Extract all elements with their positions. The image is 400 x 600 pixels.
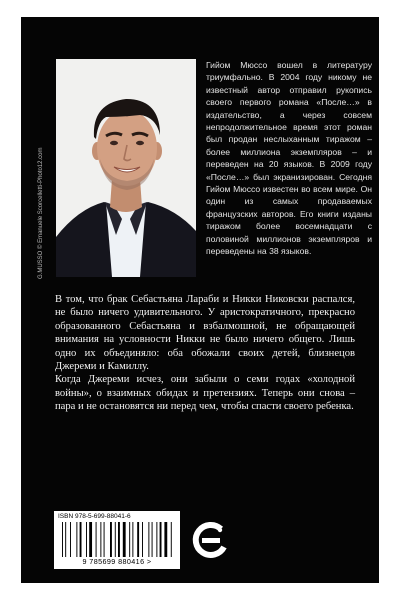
barcode-stripe [142,522,143,560]
barcode-digits: 9 785699 880416 > [54,557,180,566]
barcode-stripe [110,522,112,560]
barcode-stripe [148,522,149,560]
blurb-paragraph: Когда Джереми исчез, они забыли о семи годах «холодной войны», о взаимных обидах и претензиях. Теперь они снова – пара и не остановятся ни перед чем, чтобы спасти своего ребенка. [55,374,355,413]
photo-credit: G.MUSSO © Emanuele Scorcelletti-Photo12.com [38,147,44,279]
author-bio: Гийом Мюссо вошел в литературу триумфально. В 2004 году никому не известный автор отправил рукопись своего первого романа «После…» в издательство, а через совсем непродолжительное время этот роман был продан неслыханным тиражом – более миллиона экземпляров – и переведен на 20 языков. В 2009 году «После…» был экранизирован. Сегодня Гийом Мюссо известен во всем мире. Он один из самых продаваемых французских авторов. Его книги изданы тиражом более восемнадцати с половиной миллионов экземпляров и переведены на 38 языков. [206,60,372,257]
barcode-stripe [96,522,97,560]
barcode-stripe [156,522,157,560]
barcode-stripe [152,522,153,560]
barcode-stripe [80,522,82,560]
barcode-stripe [123,522,126,560]
barcode-bars-icon [62,522,174,560]
isbn-label: ISBN 978-5-699-88041-6 [58,513,131,520]
book-blurb [55,293,355,414]
barcode-stripe [137,522,139,560]
barcode-stripe [129,522,130,560]
barcode-stripe [132,522,133,560]
barcode-stripe [171,522,172,560]
eksmo-logo-icon [191,520,231,560]
barcode-stripe [164,522,167,560]
author-portrait-image [56,59,196,277]
blurb-paragraph: В том, что брак Себастьяна Лараби и Никки Никовски распался, не было ничего удивительного. У аристократичного, прекрасно образованного Себастьяна и взбалмошной, не обращающей внимания на условности Никки не было ничего общего. Лишь одно их объединяло: оба обожали своих детей, близнецов Джереми и Камиллу. [55,294,355,373]
barcode-stripe [100,522,101,560]
barcode-stripe [86,522,87,560]
barcode-stripe [70,522,71,560]
barcode [54,511,180,569]
book-back-cover [21,17,379,583]
barcode-stripe [65,522,66,560]
author-photo [56,59,196,277]
barcode-stripe [118,522,120,560]
barcode-stripe [89,522,92,560]
barcode-stripe [160,522,162,560]
barcode-stripe [115,522,116,560]
barcode-stripe [76,522,77,560]
barcode-stripe [62,522,63,560]
barcode-stripe [104,522,105,560]
